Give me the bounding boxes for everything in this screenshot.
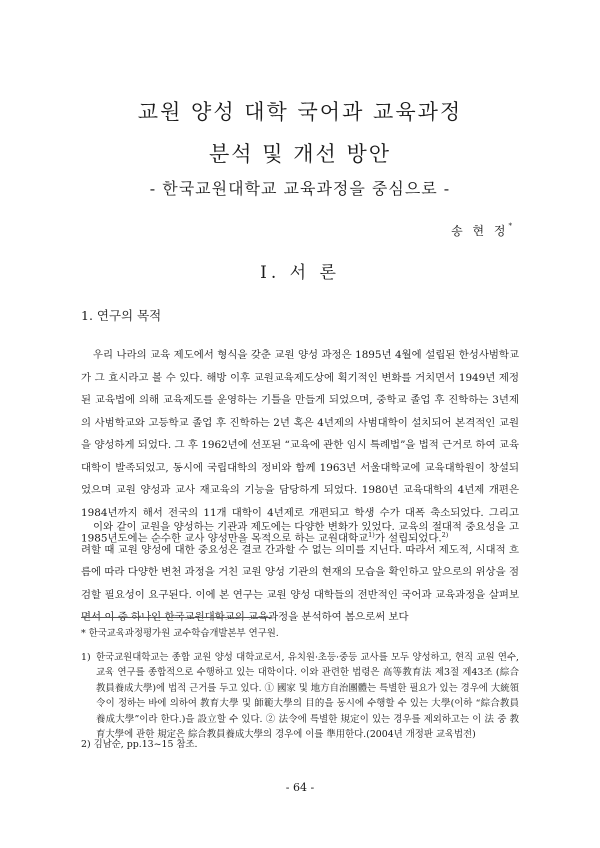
paragraph-1-tail: 가 설립되었다.	[374, 532, 442, 545]
section-heading: Ⅰ. 서 론	[260, 263, 340, 283]
page-number: - 64 -	[285, 781, 315, 794]
paragraph-1-text: 우리 나라의 교육 제도에서 형식을 갖춘 교원 양성 과정은 1895년 4월에 설립된 한성사범학교가 그 효시라고 볼 수 있다. 해방 이후 교원교육제도상에 획기적인 변화를 거치면서 1949년 제정된 교육법에 의해 교육제도를 운영하는 기틀을 만들게 되었으며, 중학교 졸업 후 진학하는 3년제의 사범학교와 고등학교 졸업 후 진학하는 2년 혹은 4년제의 사범대학이 설치되어 본격적인 교원을 양성하게 되었다. 그 후 1962년에 선포된 “교육에 관한 임시 특례법”을 법적 근거로 하여 교육대학이 발족되었고, 동시에 국립대학의 정비와 함께 1963년 서울대학교에 교육대학원이 창설되었으며 교원 양성과 교사 재교육의 기능을 담당하게 되었다. 1980년 교육대학의 4년제 개편은 1984년까지 해서 전국의 11개 대학이 4년제로 개편되고 학생 수가 대폭 축소되었다. 그리고 1985년도에는 순수한 교사 양성만을 목적으로 하는 교원대학교	[81, 349, 519, 545]
paper-title-line-2: 분석 및 개선 방안	[208, 142, 392, 166]
author-name	[451, 222, 512, 239]
subsection-heading: 1. 연구의 목적	[81, 308, 162, 323]
author-name-text: 송 현 정	[451, 224, 509, 238]
paper-subtitle: - 한국교원대학교 교육과정을 중심으로 -	[149, 179, 451, 198]
footnote-2: 2) 김남순, pp.13~15 참조.	[81, 739, 198, 750]
footnote-ref-2: 2)	[441, 531, 449, 539]
paper-title-line-1: 교원 양성 대학 국어과 교육과정	[137, 100, 463, 124]
footnote-1-number: 1)	[81, 652, 91, 663]
footnote-ref-1: 1)	[368, 531, 375, 539]
author-footnote-mark: *	[508, 222, 512, 230]
footnote-1-text: 한국교원대학교는 종합 교원 양성 대학교로서, 유치원·초등·중등 교사를 모두 양성하고, 현직 교원 연수, 교육 연구를 종합적으로 수행하고 있는 대학이다. 이와 관련한 법령은 高等教育法 제3절 제43조 (綜合教員養成大學)에 법적 근거를 두고 있다. ① 國家 및 地方自治團體는 특별한 필요가 있는 경우에 大統領令이 정하는 바에 의하여 教育大學 및 師範大學의 目的을 동시에 수행할 수 있는 大學(이하 “綜合教員養成大學”이라 한다.)을 設立할 수 있다. ② 法令에 특별한 規定이 있는 경우를 제외하고는 이 法 중 教育大學에 관한 規定은 綜合教員養成大學의 경우에 이를 準用한다.(2004년 개정판 교육법전)	[96, 652, 519, 741]
footnote-divider	[81, 617, 271, 618]
footnote-author-affiliation: * 한국교육과정평가원 교수학습개발본부 연구원.	[81, 628, 279, 639]
body-paragraph-2: 이와 같이 교원을 양성하는 기관과 제도에는 다양한 변화가 있었다. 교육의 절대적 중요성을 고려할 때 교원 양성에 대한 중요성은 결코 간과할 수 없는 의미를 지닌다. 따라서 제도적, 시대적 흐름에 따라 다양한 변천 과정을 거친 교원 양성 기관의 현재의 모습을 확인하고 앞으로의 위상을 점검할 필요성이 요구된다. 이에 본 연구는 교원 양성 대학들의 전반적인 국어과 교육과정을 살펴보면서 이 중 하나인 한국교원대학교의 교육과정을 분석하여 봄으로써 보다	[81, 521, 519, 623]
footnote-1	[81, 650, 519, 742]
